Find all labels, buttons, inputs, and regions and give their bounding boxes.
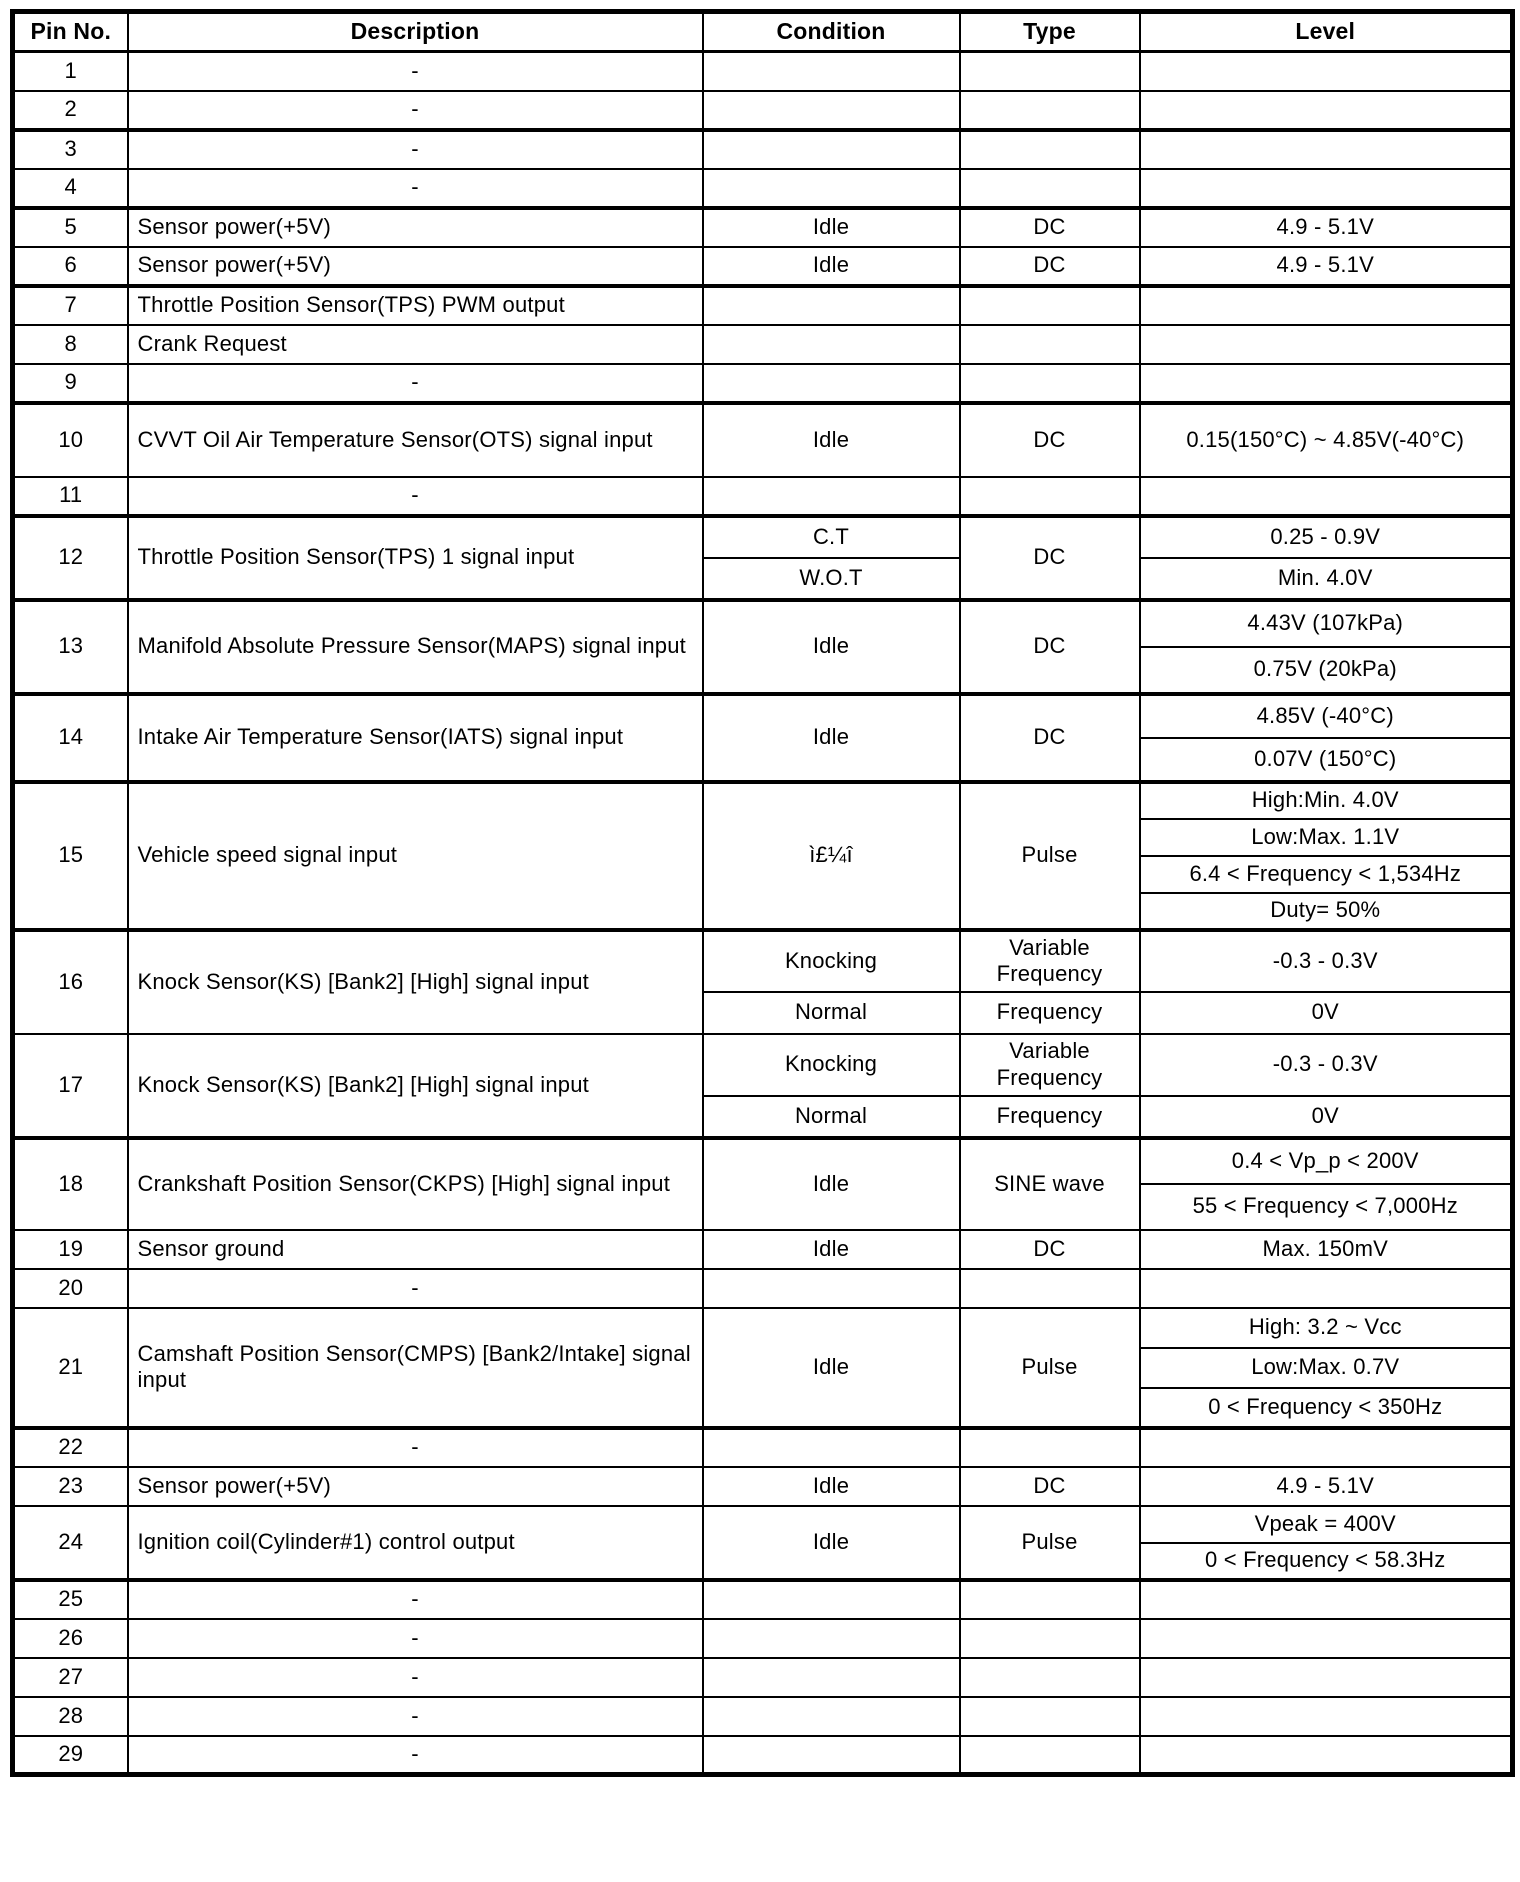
description-cell: - [128, 1736, 703, 1775]
description-cell: - [128, 52, 703, 91]
description-cell: - [128, 364, 703, 403]
type-cell [960, 1736, 1140, 1775]
level-cell: Low:Max. 0.7V [1140, 1348, 1513, 1388]
level-cell: 4.9 - 5.1V [1140, 208, 1513, 247]
description-cell: Knock Sensor(KS) [Bank2] [High] signal input [128, 930, 703, 1034]
level-cell: 0 < Frequency < 350Hz [1140, 1388, 1513, 1428]
condition-cell: Idle [703, 1138, 960, 1230]
pin-cell: 29 [13, 1736, 128, 1775]
level-cell [1140, 1619, 1513, 1658]
type-cell [960, 1658, 1140, 1697]
description-cell: - [128, 91, 703, 130]
description-cell: Manifold Absolute Pressure Sensor(MAPS) signal input [128, 600, 703, 694]
type-cell [960, 364, 1140, 403]
table-row-pin-16 [13, 930, 1513, 992]
type-cell [960, 91, 1140, 130]
table-row-pin-17 [13, 1034, 1513, 1096]
pin-cell: 21 [13, 1308, 128, 1428]
level-cell: 55 < Frequency < 7,000Hz [1140, 1184, 1513, 1230]
description-cell: - [128, 169, 703, 208]
level-cell: 0.07V (150°C) [1140, 738, 1513, 782]
level-cell: High: 3.2 ~ Vcc [1140, 1308, 1513, 1348]
level-cell [1140, 1428, 1513, 1467]
pin-cell: 18 [13, 1138, 128, 1230]
header-row [13, 12, 1513, 52]
condition-cell: Knocking [703, 1034, 960, 1096]
pin-cell: 9 [13, 364, 128, 403]
type-cell: Frequency [960, 1096, 1140, 1138]
table-row-pin-6 [13, 247, 1513, 286]
table-row-pin-27 [13, 1658, 1513, 1697]
level-cell: Low:Max. 1.1V [1140, 819, 1513, 856]
type-cell: Variable Frequency [960, 930, 1140, 992]
type-cell: DC [960, 1230, 1140, 1269]
pin-cell: 2 [13, 91, 128, 130]
ecu-pin-table [10, 9, 1515, 1777]
pin-cell: 26 [13, 1619, 128, 1658]
condition-cell: W.O.T [703, 558, 960, 600]
type-cell: Pulse [960, 1506, 1140, 1580]
level-cell [1140, 477, 1513, 516]
pin-cell: 20 [13, 1269, 128, 1308]
condition-cell: Idle [703, 1308, 960, 1428]
condition-cell [703, 477, 960, 516]
type-cell: SINE wave [960, 1138, 1140, 1230]
condition-cell: Normal [703, 992, 960, 1034]
header-pin-no: Pin No. [13, 12, 128, 52]
level-cell: Max. 150mV [1140, 1230, 1513, 1269]
table-row-pin-4 [13, 169, 1513, 208]
level-cell: High:Min. 4.0V [1140, 782, 1513, 819]
type-cell [960, 1269, 1140, 1308]
description-cell: - [128, 1619, 703, 1658]
pin-cell: 13 [13, 600, 128, 694]
level-cell: Duty= 50% [1140, 893, 1513, 930]
table-row-pin-1 [13, 52, 1513, 91]
pin-cell: 28 [13, 1697, 128, 1736]
type-cell [960, 1697, 1140, 1736]
level-cell: 0 < Frequency < 58.3Hz [1140, 1543, 1513, 1580]
level-cell [1140, 325, 1513, 364]
table-row-pin-29 [13, 1736, 1513, 1775]
level-cell [1140, 169, 1513, 208]
table-row-pin-12 [13, 516, 1513, 558]
type-cell: DC [960, 403, 1140, 477]
level-cell [1140, 1658, 1513, 1697]
level-cell: 0.25 - 0.9V [1140, 516, 1513, 558]
description-cell: Throttle Position Sensor(TPS) PWM output [128, 286, 703, 325]
condition-cell [703, 325, 960, 364]
condition-cell [703, 1428, 960, 1467]
condition-cell [703, 1580, 960, 1619]
type-cell: Pulse [960, 782, 1140, 930]
description-cell: Sensor power(+5V) [128, 247, 703, 286]
pin-cell: 10 [13, 403, 128, 477]
condition-cell [703, 286, 960, 325]
table-row-pin-14 [13, 694, 1513, 738]
condition-cell [703, 1658, 960, 1697]
table-row-pin-3 [13, 130, 1513, 169]
level-cell: 0.75V (20kPa) [1140, 647, 1513, 694]
condition-cell: Idle [703, 247, 960, 286]
description-cell: - [128, 1697, 703, 1736]
description-cell: - [128, 477, 703, 516]
type-cell: Pulse [960, 1308, 1140, 1428]
level-cell: 4.9 - 5.1V [1140, 247, 1513, 286]
condition-cell: Idle [703, 600, 960, 694]
type-cell [960, 169, 1140, 208]
pin-cell: 4 [13, 169, 128, 208]
condition-cell [703, 169, 960, 208]
table-row-pin-5 [13, 208, 1513, 247]
condition-cell: ì£¼î [703, 782, 960, 930]
description-cell: - [128, 130, 703, 169]
level-cell: 4.9 - 5.1V [1140, 1467, 1513, 1506]
type-cell [960, 1580, 1140, 1619]
description-cell: CVVT Oil Air Temperature Sensor(OTS) signal input [128, 403, 703, 477]
table-row-pin-11 [13, 477, 1513, 516]
description-cell: Knock Sensor(KS) [Bank2] [High] signal input [128, 1034, 703, 1138]
condition-cell [703, 1619, 960, 1658]
pin-cell: 7 [13, 286, 128, 325]
header-description: Description [128, 12, 703, 52]
level-cell: 6.4 < Frequency < 1,534Hz [1140, 856, 1513, 893]
table-row-pin-19 [13, 1230, 1513, 1269]
description-cell: Crank Request [128, 325, 703, 364]
table-row-pin-21 [13, 1308, 1513, 1348]
level-cell [1140, 91, 1513, 130]
type-cell [960, 286, 1140, 325]
type-cell: DC [960, 208, 1140, 247]
description-cell: Crankshaft Position Sensor(CKPS) [High] signal input [128, 1138, 703, 1230]
header-condition: Condition [703, 12, 960, 52]
pin-cell: 23 [13, 1467, 128, 1506]
table-row-pin-28 [13, 1697, 1513, 1736]
pin-cell: 19 [13, 1230, 128, 1269]
condition-cell [703, 52, 960, 91]
description-cell: - [128, 1658, 703, 1697]
condition-cell: Idle [703, 1467, 960, 1506]
level-cell: Vpeak = 400V [1140, 1506, 1513, 1543]
pin-cell: 5 [13, 208, 128, 247]
level-cell: 4.85V (-40°C) [1140, 694, 1513, 738]
condition-cell [703, 91, 960, 130]
pin-cell: 24 [13, 1506, 128, 1580]
level-cell: -0.3 - 0.3V [1140, 1034, 1513, 1096]
header-type: Type [960, 12, 1140, 52]
type-cell: DC [960, 1467, 1140, 1506]
level-cell [1140, 1736, 1513, 1775]
type-cell: Variable Frequency [960, 1034, 1140, 1096]
pin-cell: 17 [13, 1034, 128, 1138]
pin-cell: 14 [13, 694, 128, 782]
pin-cell: 8 [13, 325, 128, 364]
pin-cell: 12 [13, 516, 128, 600]
type-cell [960, 52, 1140, 91]
type-cell [960, 130, 1140, 169]
condition-cell: Idle [703, 1506, 960, 1580]
type-cell [960, 1428, 1140, 1467]
description-cell: Intake Air Temperature Sensor(IATS) signal input [128, 694, 703, 782]
pin-cell: 11 [13, 477, 128, 516]
type-cell: DC [960, 247, 1140, 286]
description-cell: - [128, 1269, 703, 1308]
level-cell: 0V [1140, 992, 1513, 1034]
table-row-pin-8 [13, 325, 1513, 364]
pin-cell: 16 [13, 930, 128, 1034]
type-cell [960, 325, 1140, 364]
description-cell: - [128, 1580, 703, 1619]
description-cell: - [128, 1428, 703, 1467]
pin-cell: 22 [13, 1428, 128, 1467]
level-cell: 0.15(150°C) ~ 4.85V(-40°C) [1140, 403, 1513, 477]
condition-cell: Idle [703, 1230, 960, 1269]
type-cell [960, 1619, 1140, 1658]
type-cell: DC [960, 694, 1140, 782]
table-row-pin-7 [13, 286, 1513, 325]
header-level: Level [1140, 12, 1513, 52]
level-cell [1140, 364, 1513, 403]
condition-cell: Idle [703, 403, 960, 477]
type-cell [960, 477, 1140, 516]
condition-cell: Idle [703, 694, 960, 782]
description-cell: Vehicle speed signal input [128, 782, 703, 930]
condition-cell [703, 1697, 960, 1736]
condition-cell: Knocking [703, 930, 960, 992]
description-cell: Sensor ground [128, 1230, 703, 1269]
level-cell: 4.43V (107kPa) [1140, 600, 1513, 647]
table-row-pin-9 [13, 364, 1513, 403]
type-cell: DC [960, 600, 1140, 694]
level-cell: 0V [1140, 1096, 1513, 1138]
condition-cell [703, 1736, 960, 1775]
table-row-pin-20 [13, 1269, 1513, 1308]
level-cell: Min. 4.0V [1140, 558, 1513, 600]
level-cell: 0.4 < Vp_p < 200V [1140, 1138, 1513, 1184]
table-row-pin-2 [13, 91, 1513, 130]
level-cell [1140, 1269, 1513, 1308]
description-cell: Throttle Position Sensor(TPS) 1 signal input [128, 516, 703, 600]
condition-cell [703, 130, 960, 169]
type-cell: DC [960, 516, 1140, 600]
condition-cell [703, 364, 960, 403]
description-cell: Sensor power(+5V) [128, 208, 703, 247]
table-row-pin-26 [13, 1619, 1513, 1658]
condition-cell: C.T [703, 516, 960, 558]
table-row-pin-15 [13, 782, 1513, 819]
level-cell [1140, 1580, 1513, 1619]
pin-cell: 27 [13, 1658, 128, 1697]
level-cell [1140, 286, 1513, 325]
pin-cell: 15 [13, 782, 128, 930]
table-row-pin-24 [13, 1506, 1513, 1543]
table-row-pin-13 [13, 600, 1513, 647]
level-cell [1140, 1697, 1513, 1736]
pin-cell: 3 [13, 130, 128, 169]
table-row-pin-18 [13, 1138, 1513, 1184]
condition-cell: Idle [703, 208, 960, 247]
level-cell [1140, 130, 1513, 169]
pin-cell: 25 [13, 1580, 128, 1619]
table-row-pin-23 [13, 1467, 1513, 1506]
description-cell: Sensor power(+5V) [128, 1467, 703, 1506]
description-cell: Ignition coil(Cylinder#1) control output [128, 1506, 703, 1580]
pin-cell: 1 [13, 52, 128, 91]
level-cell: -0.3 - 0.3V [1140, 930, 1513, 992]
type-cell: Frequency [960, 992, 1140, 1034]
condition-cell: Normal [703, 1096, 960, 1138]
level-cell [1140, 52, 1513, 91]
description-cell: Camshaft Position Sensor(CMPS) [Bank2/Intake] signal input [128, 1308, 703, 1428]
table-row-pin-22 [13, 1428, 1513, 1467]
table-row-pin-25 [13, 1580, 1513, 1619]
condition-cell [703, 1269, 960, 1308]
pin-cell: 6 [13, 247, 128, 286]
table-row-pin-10 [13, 403, 1513, 477]
